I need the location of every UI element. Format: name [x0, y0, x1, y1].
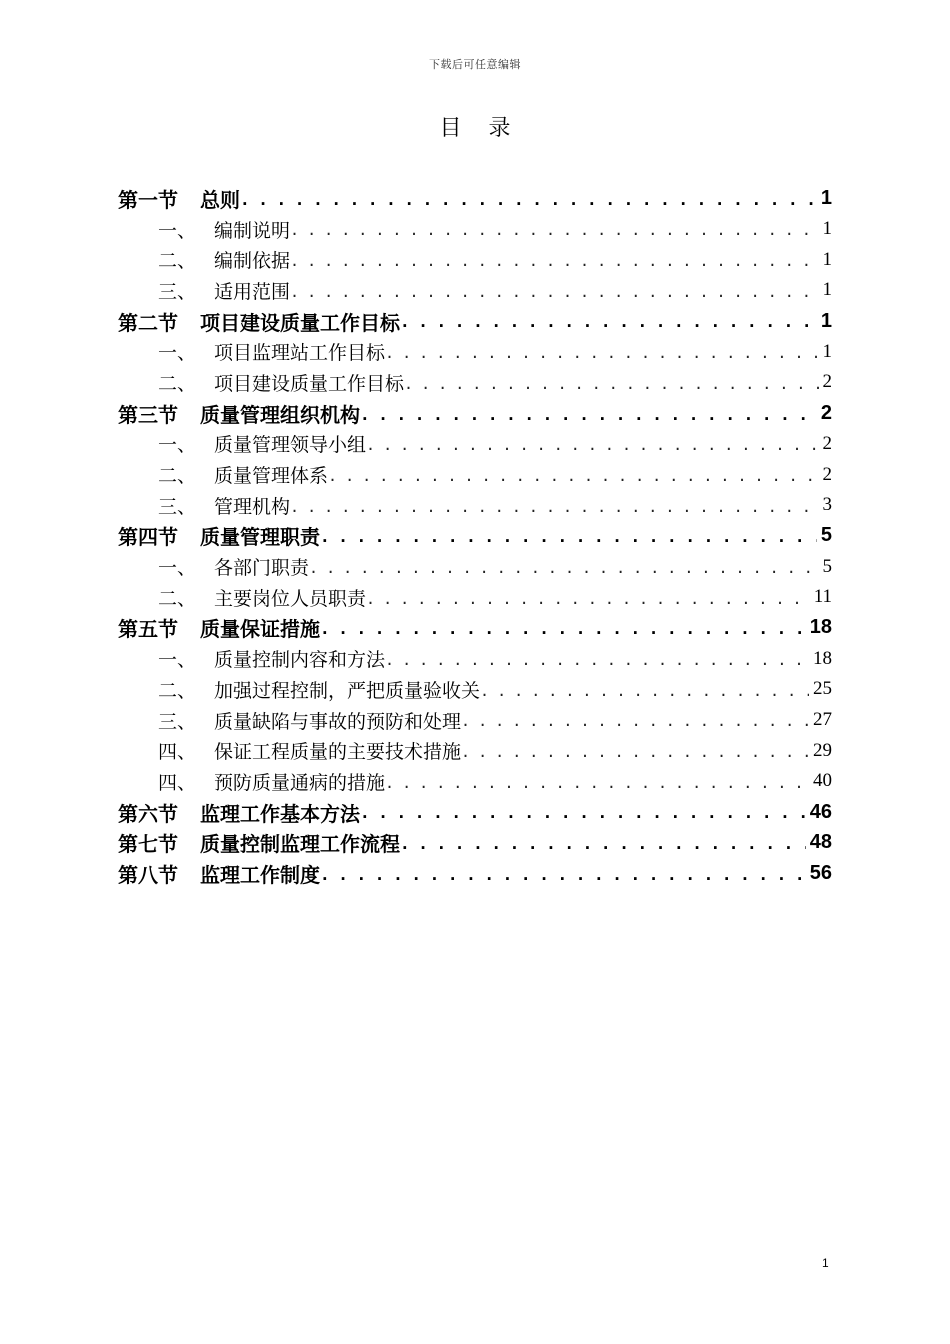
toc-dot-leader	[290, 275, 818, 306]
toc-entry-page: 18	[813, 647, 832, 669]
toc-subsection-row[interactable]	[118, 429, 832, 460]
toc-entry-label: 质量管理职责	[200, 525, 320, 550]
toc-dot-leader	[320, 521, 817, 552]
toc-section-row[interactable]	[118, 183, 832, 214]
toc-entry-page: 2	[822, 463, 832, 485]
toc-entry-label: 监理工作制度	[200, 862, 320, 887]
toc-entry-number: 三、	[158, 495, 197, 518]
toc-dot-leader	[320, 858, 806, 889]
toc-entry-page: 2	[822, 432, 832, 454]
toc-dot-leader	[240, 183, 817, 214]
toc-entry-label: 质量管理组织机构	[200, 402, 360, 427]
toc-entry-page: 11	[813, 586, 832, 608]
toc-section-row[interactable]	[118, 858, 832, 889]
toc-entry-number: 二、	[158, 372, 197, 395]
toc-subsection-row[interactable]	[118, 244, 832, 275]
toc-dot-leader	[290, 490, 818, 521]
toc-subsection-row[interactable]	[118, 735, 832, 766]
toc-dot-leader	[461, 735, 809, 766]
toc-entry-number: 四、	[158, 741, 197, 764]
toc-entry-label: 总则	[200, 187, 240, 212]
toc-section-row[interactable]	[118, 398, 832, 429]
toc-dot-leader	[404, 367, 818, 398]
toc-entry-label: 适用范围	[214, 280, 291, 303]
toc-entry-number: 一、	[158, 219, 197, 242]
toc-entry-number: 二、	[158, 679, 197, 702]
toc-subsection-row[interactable]	[118, 643, 832, 674]
toc-entry-page: 25	[813, 678, 832, 700]
toc-subsection-row[interactable]	[118, 367, 832, 398]
toc-entry-label: 编制依据	[214, 250, 291, 273]
toc-entry-label: 项目建设质量工作目标	[214, 372, 405, 395]
toc-subsection-row[interactable]	[118, 336, 832, 367]
toc-title: 目 录	[439, 116, 521, 141]
toc-entry-number: 一、	[158, 649, 197, 672]
toc-entry-number: 第八节	[118, 862, 178, 887]
toc-entry-number: 二、	[158, 587, 197, 610]
toc-entry-number: 四、	[158, 771, 197, 794]
toc-entry-label: 主要岗位人员职责	[214, 587, 367, 610]
toc-entry-label: 质量管理体系	[214, 465, 329, 488]
toc-entry-number: 一、	[158, 557, 197, 580]
toc-entry-page: 5	[822, 555, 832, 577]
toc-entry-label: 质量保证措施	[200, 617, 320, 642]
toc-entry-label: 管理机构	[214, 495, 291, 518]
toc-entry-number: 一、	[158, 342, 197, 365]
toc-entry-page: 1	[822, 279, 832, 301]
toc-entry-page: 1	[822, 218, 832, 240]
toc-entry-label: 项目监理站工作目标	[214, 342, 386, 365]
toc-entry-page: 27	[813, 709, 832, 731]
toc-subsection-row[interactable]	[118, 674, 832, 705]
toc-dot-leader	[328, 459, 818, 490]
toc-dot-leader	[309, 551, 818, 582]
toc-entry-page: 2	[822, 371, 832, 393]
toc-entry-number: 第三节	[118, 402, 178, 427]
toc-section-row[interactable]	[118, 827, 832, 858]
toc-entry-page: 56	[809, 861, 832, 884]
toc-entry-page: 40	[813, 770, 832, 792]
toc-dot-leader	[320, 613, 806, 644]
toc-section-row[interactable]	[118, 306, 832, 337]
toc-subsection-row[interactable]	[118, 275, 832, 306]
toc-subsection-row[interactable]	[118, 705, 832, 736]
toc-entry-page: 3	[822, 494, 832, 516]
toc-entry-number: 第二节	[118, 310, 178, 335]
toc-entry-number: 三、	[158, 710, 197, 733]
toc-entry-page: 1	[822, 248, 832, 270]
toc-dot-leader	[360, 398, 817, 429]
toc-subsection-row[interactable]	[118, 766, 832, 797]
toc-subsection-row[interactable]	[118, 582, 832, 613]
toc-dot-leader	[290, 244, 818, 275]
toc-entry-label: 编制说明	[214, 219, 291, 242]
toc-entry-number: 一、	[158, 434, 197, 457]
toc-subsection-row[interactable]	[118, 490, 832, 521]
toc-dot-leader	[400, 827, 806, 858]
toc-dot-leader	[480, 674, 809, 705]
toc-entry-page: 2	[820, 401, 832, 424]
toc-entry-page: 1	[820, 186, 832, 209]
toc-dot-leader	[366, 429, 818, 460]
toc-section-row[interactable]	[118, 613, 832, 644]
toc-entry-label: 预防质量通病的措施	[214, 771, 386, 794]
toc-subsection-row[interactable]	[118, 459, 832, 490]
toc-entry-label: 质量控制监理工作流程	[200, 832, 400, 857]
toc-entry-page: 48	[809, 831, 832, 854]
toc-entry-number: 第四节	[118, 525, 178, 550]
toc-dot-leader	[400, 306, 817, 337]
toc-entry-label: 质量控制内容和方法	[214, 649, 386, 672]
toc-subsection-row[interactable]	[118, 551, 832, 582]
toc-entry-number: 第七节	[118, 832, 178, 857]
table-of-contents	[118, 183, 832, 889]
toc-section-row[interactable]	[118, 797, 832, 828]
toc-entry-label: 各部门职责	[214, 557, 310, 580]
toc-entry-label: 加强过程控制，严把质量验收关	[214, 679, 481, 702]
toc-entry-page: 5	[820, 524, 832, 547]
toc-dot-leader	[385, 643, 809, 674]
page-number: 1	[822, 1256, 829, 1270]
toc-entry-label: 监理工作基本方法	[200, 801, 360, 826]
toc-entry-number: 第六节	[118, 801, 178, 826]
toc-dot-leader	[461, 705, 809, 736]
toc-entry-page: 29	[813, 739, 832, 761]
header-note: 下载后可任意编辑	[429, 58, 521, 71]
toc-entry-page: 46	[809, 800, 832, 823]
toc-entry-number: 二、	[158, 465, 197, 488]
toc-entry-label: 保证工程质量的主要技术措施	[214, 741, 462, 764]
toc-dot-leader	[290, 214, 818, 245]
toc-entry-number: 二、	[158, 250, 197, 273]
toc-section-row[interactable]	[118, 521, 832, 552]
toc-entry-label: 质量管理领导小组	[214, 434, 367, 457]
toc-entry-number: 三、	[158, 280, 197, 303]
toc-dot-leader	[385, 336, 818, 367]
toc-dot-leader	[360, 797, 806, 828]
toc-entry-page: 1	[820, 309, 832, 332]
toc-dot-leader	[366, 582, 810, 613]
toc-entry-page: 1	[822, 340, 832, 362]
toc-subsection-row[interactable]	[118, 214, 832, 245]
toc-entry-label: 项目建设质量工作目标	[200, 310, 400, 335]
toc-entry-number: 第一节	[118, 187, 178, 212]
toc-dot-leader	[385, 766, 809, 797]
toc-entry-label: 质量缺陷与事故的预防和处理	[214, 710, 462, 733]
toc-entry-page: 18	[809, 616, 832, 639]
toc-entry-number: 第五节	[118, 617, 178, 642]
